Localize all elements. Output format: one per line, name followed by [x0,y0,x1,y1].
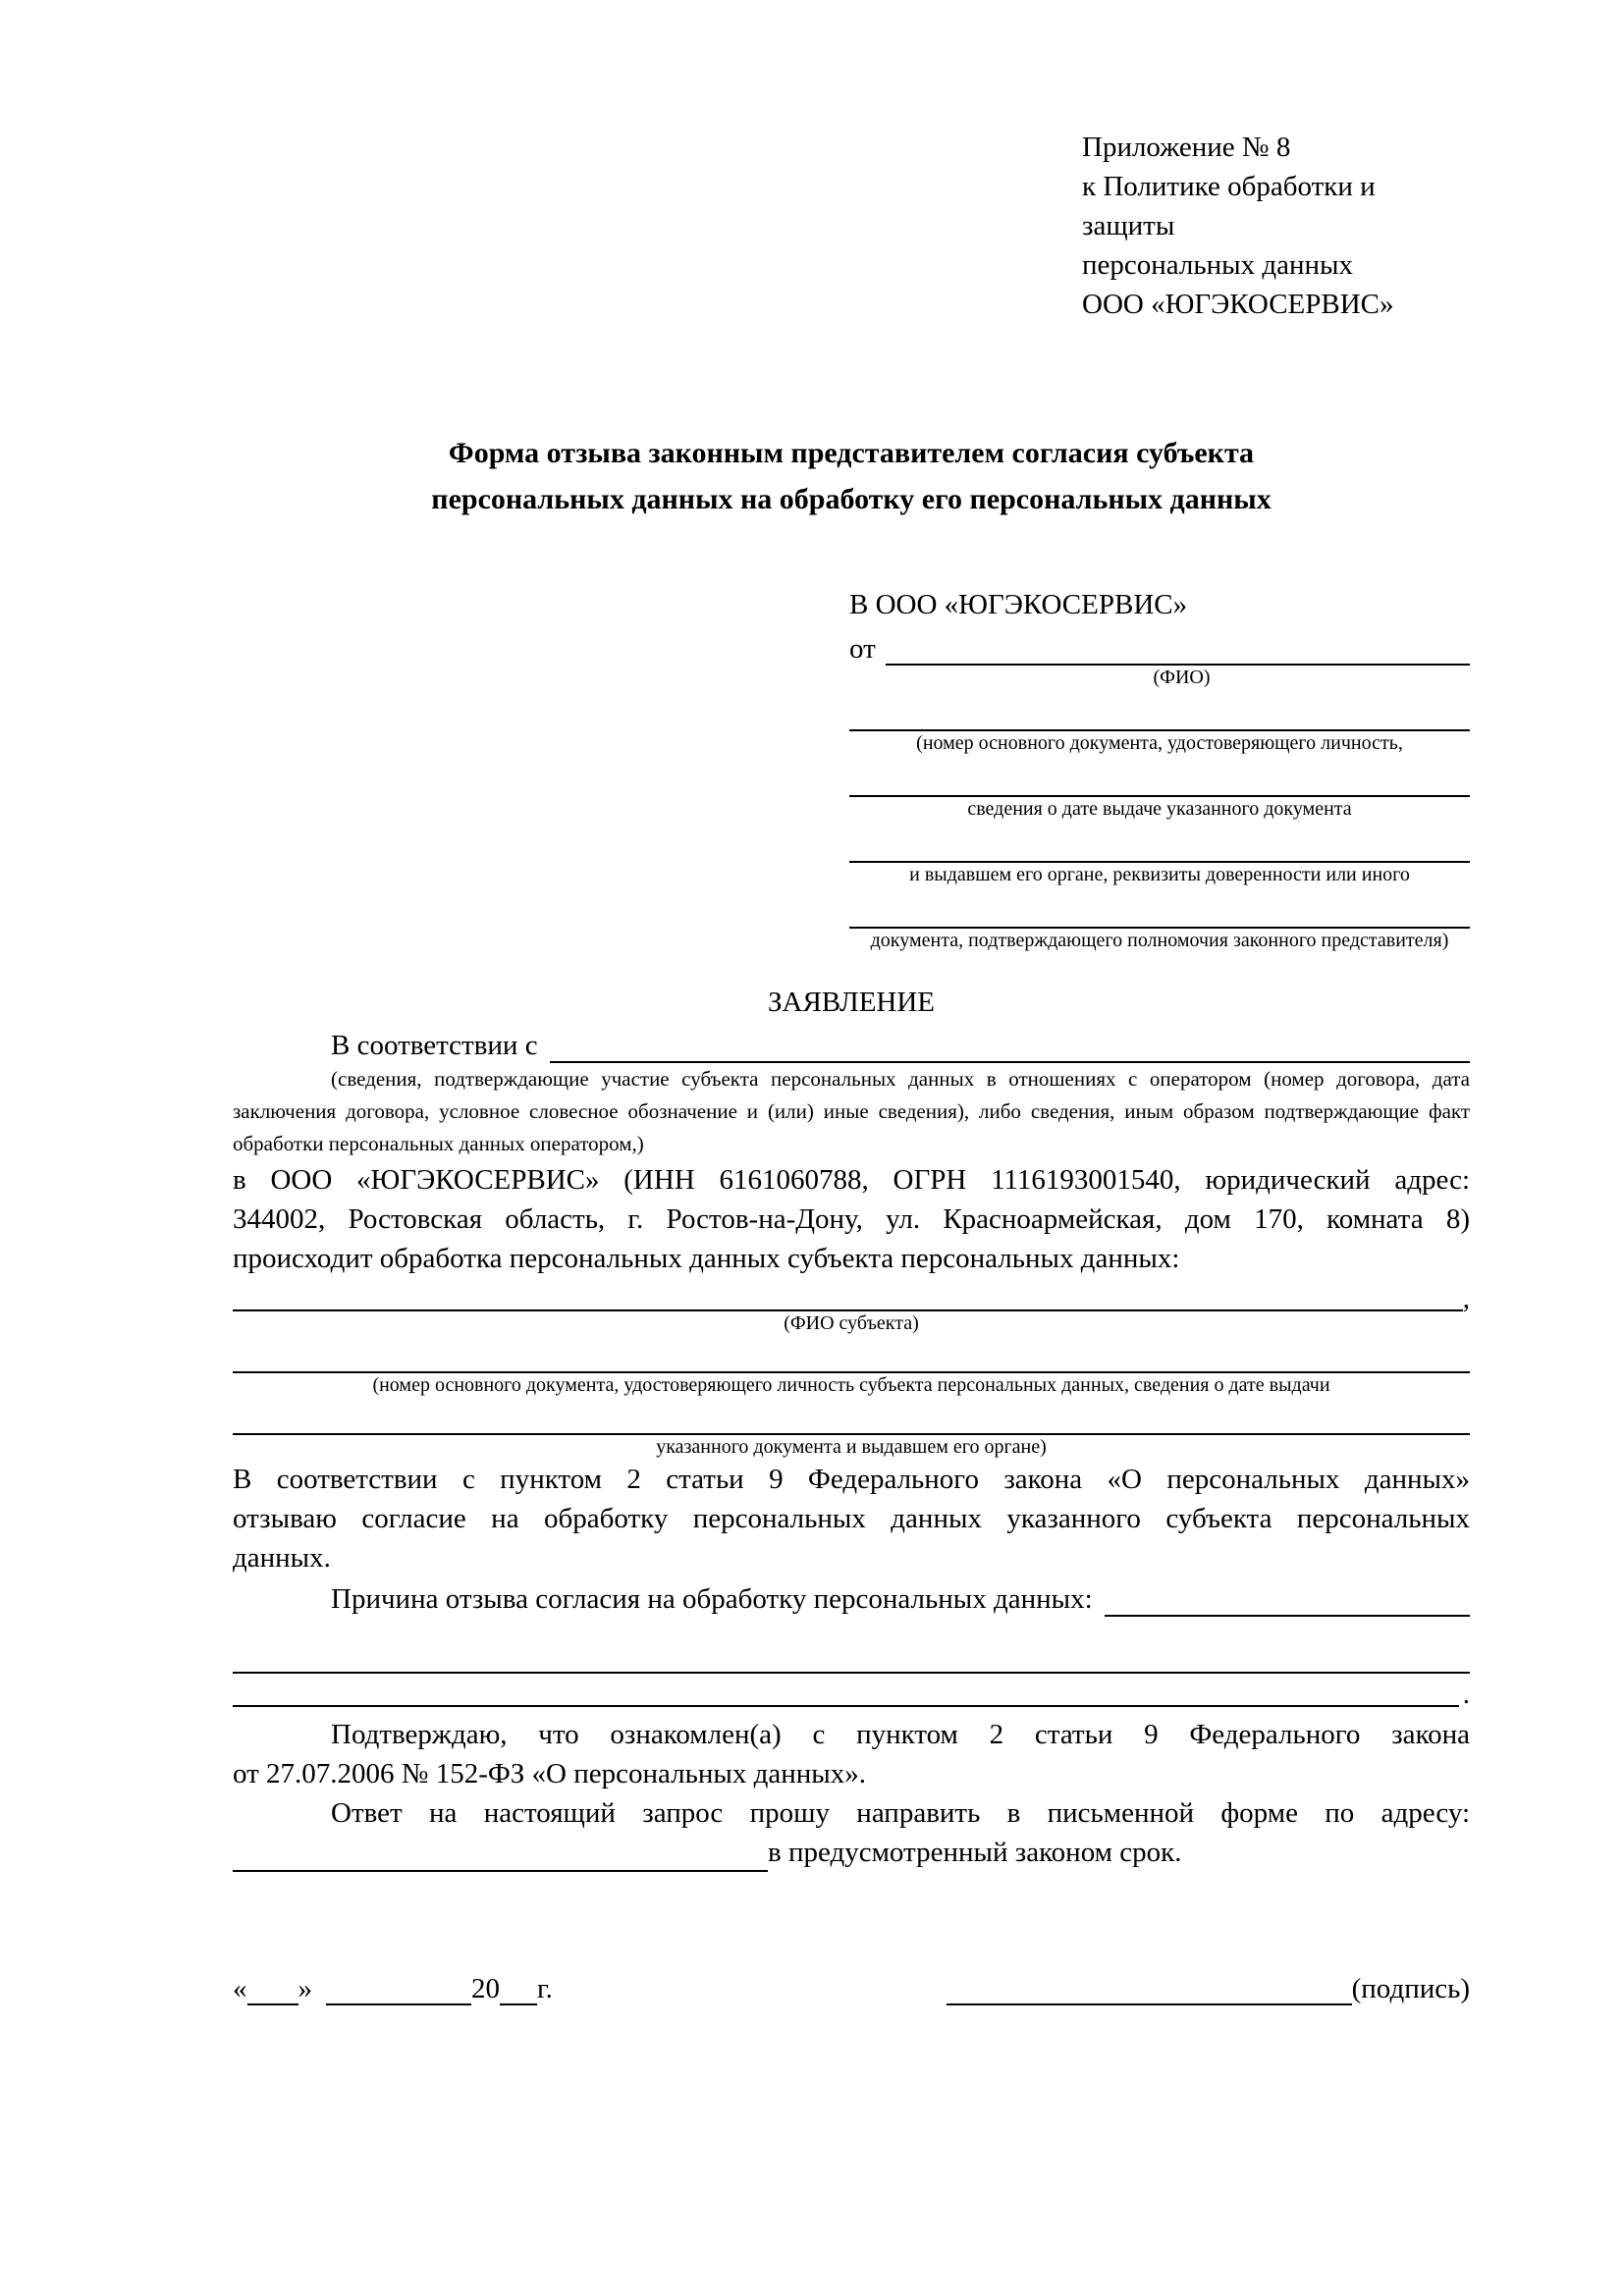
subject-fio-caption: (ФИО субъекта) [784,1312,919,1334]
note-line-1: (сведения, подтверждающие участие субъекта персональных данных в отношениях с оператором (номер договора, дата [331,1067,1470,1091]
revoke-line-3: данных. [233,1542,331,1574]
reply-line-1: Ответ на настоящий запрос прошу направить в письменной форме по адресу: [331,1797,1470,1829]
revoke-line-1: В соответствии с пунктом 2 статьи 9 Федерального закона «О персональных данных» [233,1464,1470,1495]
date-month-input-line [326,1966,471,2005]
reason-label: Причина отзыва согласия на обработку персональных данных: [331,1583,1093,1615]
date-year-prefix: 20 [471,1973,500,2004]
reply-address-input-line [233,1833,768,1872]
reply-line-2 [233,1833,1470,1872]
appendix-line-2: к Политике обработки и защиты [1082,171,1376,241]
signature-caption: (подпись) [1351,1973,1470,2004]
representative-doc-line-2 [849,756,1470,797]
appendix-line-1: Приложение № 8 [1082,132,1291,163]
signature-group [947,1966,1470,2005]
revoke-line-2: отзываю согласие на обработку персональных данных указанного субъекта персональных [233,1503,1470,1534]
confirm-line-1: Подтверждаю, что ознакомлен(а) с пунктом 2 статьи 9 Федерального закона [331,1719,1470,1750]
date-group [233,1966,553,2005]
reason-row [233,1577,1470,1617]
note-line-2: заключения договора, условное словесное обозначение и (или) иные сведения), либо сведения, иным образом подтверждающие факт [233,1099,1470,1123]
date-year-suffix: г. [537,1973,553,2004]
fio-caption: (ФИО) [1153,667,1211,688]
representative-doc-line-1 [849,690,1470,731]
confirm-line-2: от 27.07.2006 № 152-ФЗ «О персональных данных». [233,1758,867,1789]
title-line-1: Форма отзыва законным представителем согласия субъекта [448,437,1255,469]
appendix-line-3: персональных данных [1082,249,1354,281]
footer-row [233,1966,1470,2005]
reason-period: . [1462,1679,1470,1710]
representative-doc-caption-3: и выдавшем его органе, реквизиты доверенности или иного [909,864,1410,885]
representative-doc-caption-1: (номер основного документа, удостоверяющего личность, [916,732,1403,754]
subject-doc-caption-2: указанного документа и выдавшем его органе) [656,1436,1047,1458]
subject-fio-comma: , [1462,1283,1470,1314]
representative-doc-line-4 [849,887,1470,929]
representative-doc-line-3 [849,822,1470,863]
addressee-block [849,583,1470,953]
confirm-paragraph [233,1715,1470,1793]
accordance-row [233,1022,1470,1063]
appendix-line-4: ООО «ЮГЭКОСЕРВИС» [1082,289,1394,320]
date-year-input-line [500,1966,537,2005]
reason-blank-line-1 [233,1617,1470,1674]
statement-heading: ЗАЯВЛЕНИЕ [767,987,936,1018]
subject-doc-line-2 [233,1398,1470,1435]
reply-tail: в предусмотренный законом срок. [768,1837,1182,1868]
consent-note [233,1063,1470,1160]
date-quote-open: « [233,1973,247,2004]
reason-blank-line-2 [233,1674,1470,1710]
representative-doc-caption-2: сведения о дате выдаче указанного документа [967,798,1352,820]
from-label: от [849,633,876,665]
title-line-2: персональных данных на обработку его персональных данных [431,483,1272,515]
note-line-3: обработки персональных данных оператором,) [233,1132,644,1155]
operator-line-2: 344002, Ростовская область, г. Ростов-на-Дону, ул. Красноармейская, дом 170, комната 8) [233,1203,1470,1235]
subject-doc-line-1 [233,1336,1470,1373]
accordance-label: В соответствии с [331,1030,538,1061]
revoke-paragraph [233,1460,1470,1577]
operator-line-3: происходит обработка персональных данных субъекта персональных данных: [233,1243,1180,1274]
date-day-input-line [247,1966,298,2005]
reason-blank-input-line [233,1705,1459,1707]
subject-fio-row [233,1278,1470,1314]
addressee-organization: В ООО «ЮГЭКОСЕРВИС» [849,589,1188,620]
appendix-block [1082,128,1470,324]
signature-input-line [947,1966,1352,2005]
date-quote-close: » [298,1973,312,2004]
reason-input-line [1105,1615,1470,1617]
operator-line-1: в ООО «ЮГЭКОСЕРВИС» (ИНН 6161060788, ОГРН 1116193001540, юридический адрес: [233,1164,1470,1196]
operator-paragraph [233,1160,1470,1278]
document-title [233,430,1470,522]
reply-paragraph [233,1793,1470,1872]
from-row [849,626,1470,666]
subject-doc-caption-1: (номер основного документа, удостоверяющего личность субъекта персональных данных, сведения о дате выдачи [372,1374,1330,1396]
representative-doc-caption-4: документа, подтверждающего полномочия законного представителя) [870,930,1449,951]
